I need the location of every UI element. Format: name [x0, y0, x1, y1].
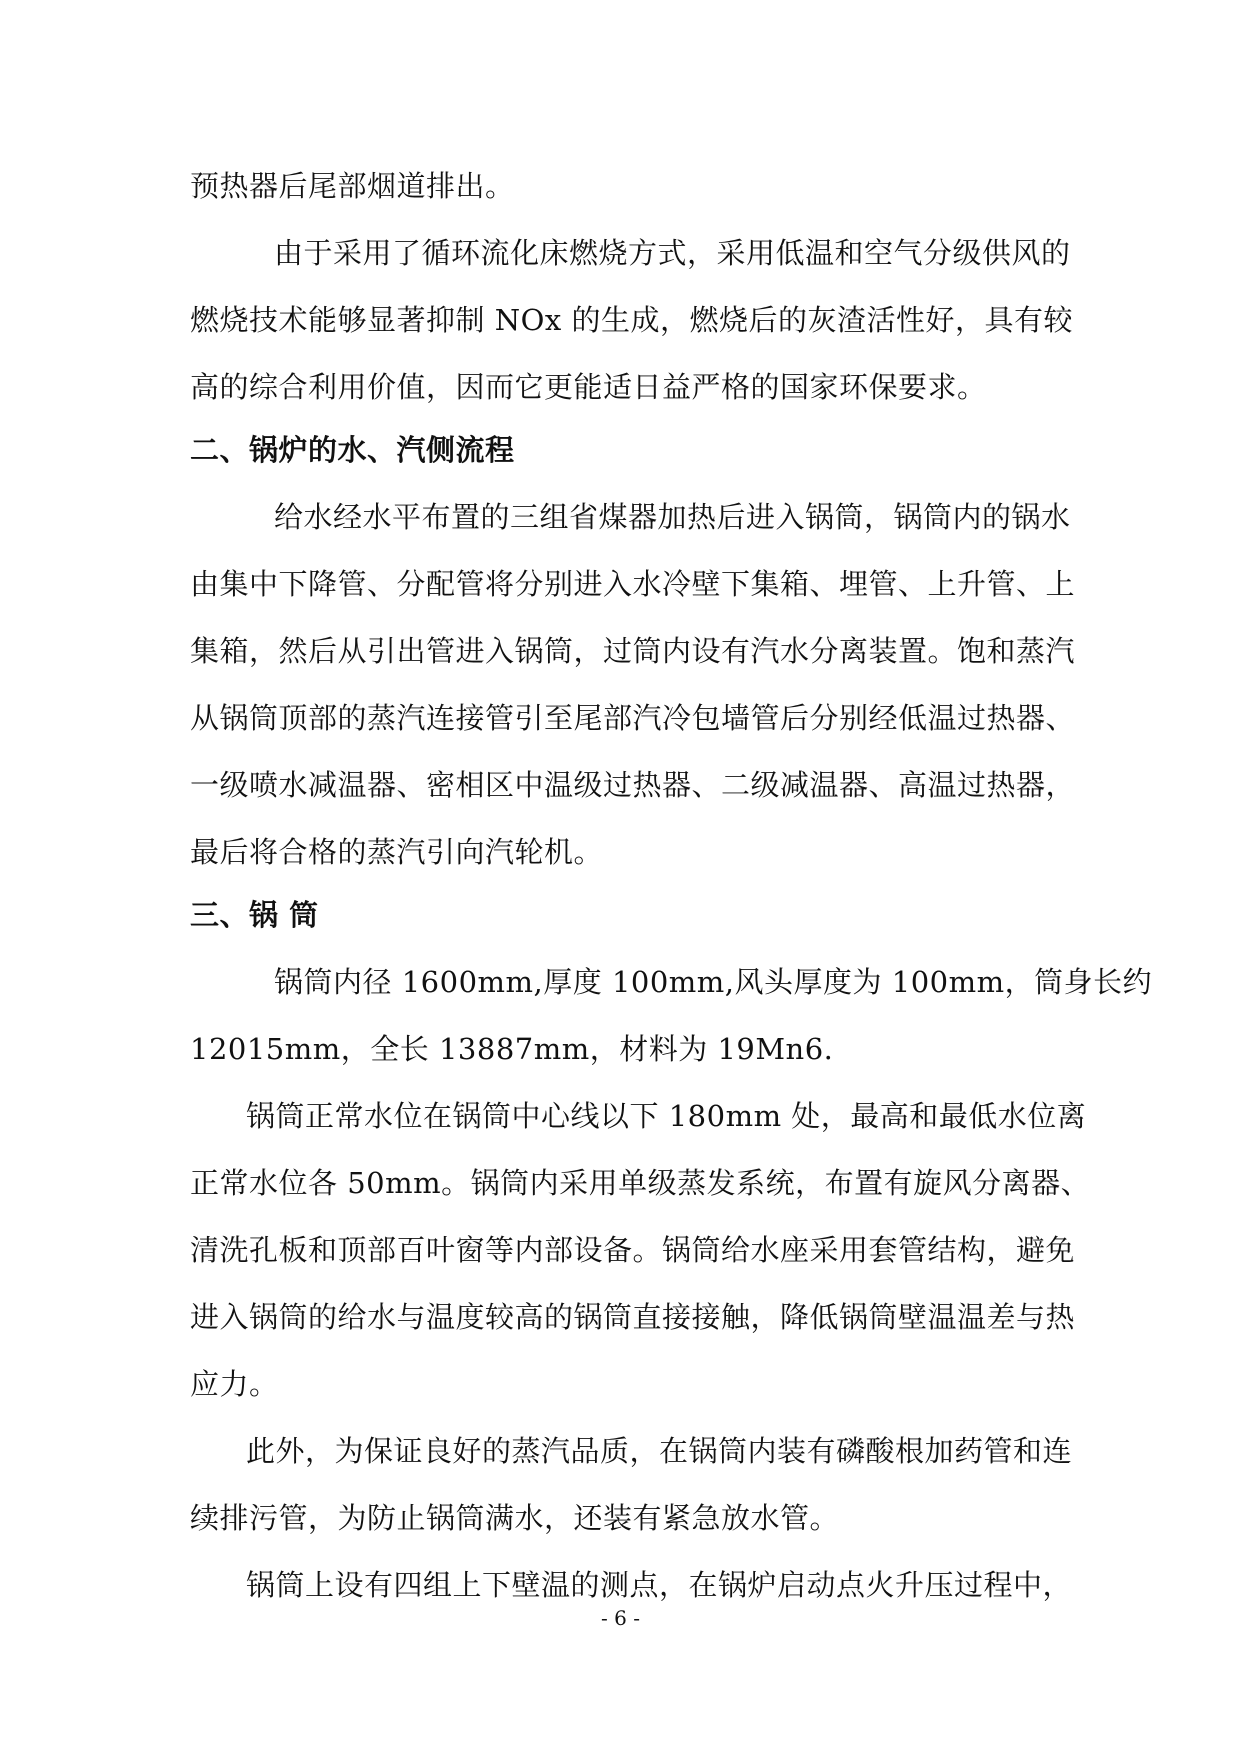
paragraph-line: 由集中下降管、分配管将分别进入水冷壁下集箱、埋管、上升管、上: [190, 567, 1076, 601]
paragraph-line: 高的综合利用价值，因而它更能适日益严格的国家环保要求。: [190, 370, 987, 404]
page-number: - 6 -: [601, 1606, 640, 1630]
paragraph-line: 进入锅筒的给水与温度较高的锅筒直接接触，降低锅筒壁温温差与热: [190, 1300, 1076, 1334]
paragraph-line: 锅筒上设有四组上下壁温的测点，在锅炉启动点火升压过程中，: [246, 1568, 1073, 1602]
paragraph-line: 清洗孔板和顶部百叶窗等内部设备。锅筒给水座采用套管结构，避免: [190, 1233, 1076, 1267]
paragraph-line: 预热器后尾部烟道排出。: [190, 169, 515, 203]
paragraph-line: 锅筒内径 1600mm,厚度 100mm,风头厚度为 100mm，筒身长约: [274, 965, 1153, 999]
paragraph-line: 由于采用了循环流化床燃烧方式，采用低温和空气分级供风的: [274, 236, 1071, 270]
paragraph-line: 正常水位各 50mm。锅筒内采用单级蒸发系统，布置有旋风分离器、: [190, 1166, 1091, 1200]
section-heading: 三、锅 筒: [190, 898, 319, 932]
paragraph-line: 燃烧技术能够显著抑制 NOx 的生成，燃烧后的灰渣活性好，具有较: [190, 303, 1073, 337]
paragraph-line: 集箱，然后从引出管进入锅筒，过筒内设有汽水分离装置。饱和蒸汽: [190, 634, 1076, 668]
paragraph-line: 从锅筒顶部的蒸汽连接管引至尾部汽冷包墙管后分别经低温过热器、: [190, 701, 1076, 735]
paragraph-line: 一级喷水减温器、密相区中温级过热器、二级减温器、高温过热器，: [190, 768, 1076, 802]
paragraph-line: 应力。: [190, 1367, 279, 1401]
paragraph-line: 12015mm，全长 13887mm，材料为 19Mn6.: [190, 1032, 834, 1066]
paragraph-line: 最后将合格的蒸汽引向汽轮机。: [190, 835, 604, 869]
section-heading: 二、锅炉的水、汽侧流程: [190, 433, 515, 467]
paragraph-line: 此外，为保证良好的蒸汽品质，在锅筒内装有磷酸根加药管和连: [246, 1434, 1073, 1468]
paragraph-line: 给水经水平布置的三组省煤器加热后进入锅筒，锅筒内的锅水: [274, 500, 1071, 534]
paragraph-line: 锅筒正常水位在锅筒中心线以下 180mm 处，最高和最低水位离: [246, 1099, 1087, 1133]
paragraph-line: 续排污管，为防止锅筒满水，还装有紧急放水管。: [190, 1501, 840, 1535]
